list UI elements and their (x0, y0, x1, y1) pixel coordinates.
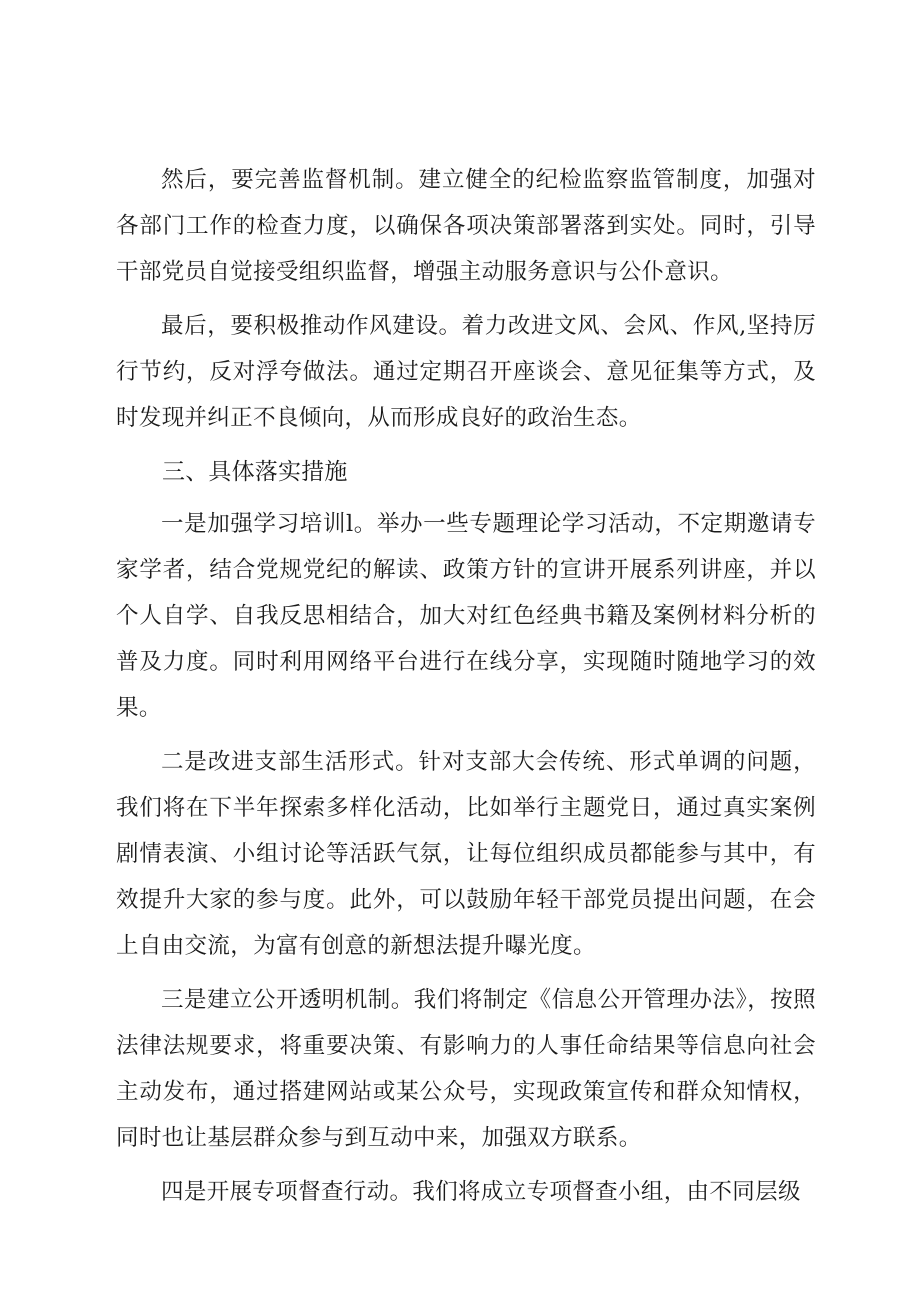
paragraph-supervision: 然后，要完善监督机制。建立健全的纪检监察监管制度，加强对各部门工作的检查力度，以确保各项决策部署落到实处。同时，引导干部党员自觉接受组织监督，增强主动服务意识与公仆意识。 (116, 167, 816, 285)
paragraph-measure-4: 四是开展专项督查行动。我们将成立专项督查小组，由不同层级 (161, 1179, 801, 1205)
document-body (116, 157, 816, 1223)
paragraph-work-style: 最后，要积极推动作风建设。着力改进文风、会风、作风,坚持厉行节约，反对浮夸做法。通过定期召开座谈会、意见征集等方式，及时发现并纠正不良倾向，从而形成良好的政治生态。 (116, 313, 816, 431)
paragraph-measure-1: 一是加强学习培训l。举办一些专题理论学习活动，不定期邀请专家学者，结合党规党纪的解读、政策方针的宣讲开展系列讲座，并以个人自学、自我反思相结合，加大对红色经典书籍及案例材料分析的普及力度。同时利用网络平台进行在线分享，实现随时随地学习的效果。 (116, 511, 816, 721)
paragraph-measure-3: 三是建立公开透明机制。我们将制定《信息公开管理办法》，按照法律法规要求，将重要决策、有影响力的人事任命结果等信息向社会主动发布，通过搭建网站或某公众号，实现政策宣传和群众知情权，同时也让基层群众参与到互动中来，加强双方联系。 (116, 987, 816, 1151)
section-heading: 三、具体落实措施 (162, 459, 348, 485)
paragraph-measure-2: 二是改进支部生活形式。针对支部大会传统、形式单调的问题，我们将在下半年探索多样化活动，比如举行主题党日，通过真实案例剧情表演、小组讨论等活跃气氛，让每位组织成员都能参与其中，有效提升大家的参与度。此外，可以鼓励年轻干部党员提出问题，在会上自由交流，为富有创意的新想法提升曝光度。 (116, 749, 816, 959)
